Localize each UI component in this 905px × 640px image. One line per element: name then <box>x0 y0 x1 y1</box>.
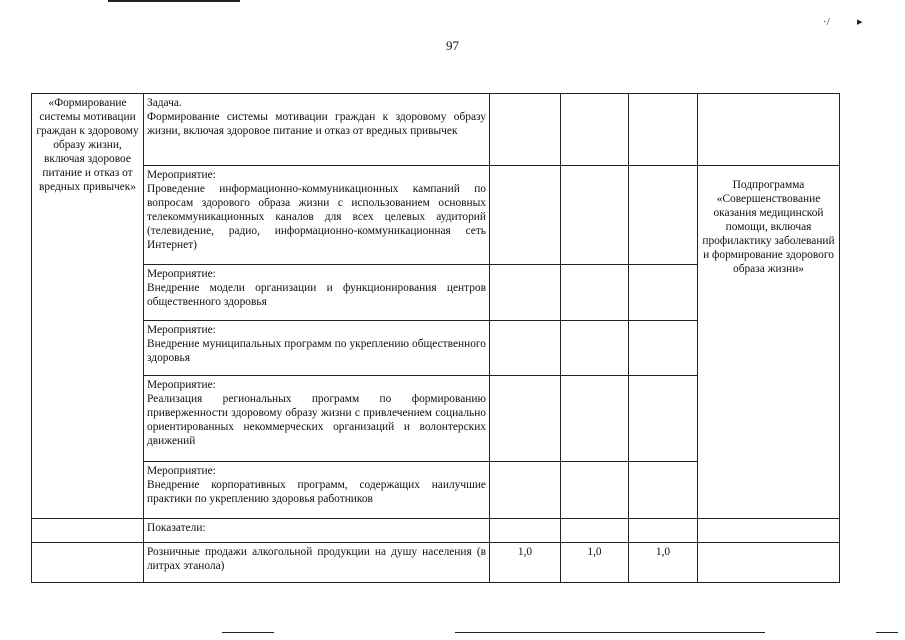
value-cell <box>561 265 629 321</box>
program-cell-top <box>698 94 840 166</box>
row-label: Мероприятие: <box>147 268 216 280</box>
program-text: Подпрограмма «Совершенствование оказания медицинской помощи, включая профилактику заболеваний и формирование здорового образа жизни» <box>702 179 835 275</box>
row-text: Формирование системы мотивации граждан к здоровому образу жизни, включая здоровое питание и отказ от вредных привычек <box>147 111 486 137</box>
value-cell <box>490 462 561 519</box>
value-cell <box>561 376 629 462</box>
measure-cell <box>144 462 490 519</box>
row-label: Мероприятие: <box>147 324 216 336</box>
value-cell <box>490 265 561 321</box>
row-label: Задача. <box>147 97 182 109</box>
indicator-text: Розничные продажи алкогольной продукции на душу населения (в литрах этанола) <box>147 546 486 572</box>
empty-goal-cell <box>32 519 144 543</box>
table-row-indicators <box>32 519 840 543</box>
indicators-label: Показатели: <box>147 522 206 534</box>
value-cell <box>561 519 629 543</box>
indicator-cell <box>144 543 490 583</box>
value-cell <box>490 376 561 462</box>
goal-text: «Формирование системы мотивации граждан к здоровому образу жизни, включая здоровое питание и отказ от вредных привычек» <box>36 97 139 193</box>
indicator-value: 1,0 <box>629 543 698 583</box>
indicator-value: 1,0 <box>561 543 629 583</box>
value-cell <box>629 376 698 462</box>
empty-goal-cell <box>32 543 144 583</box>
empty-program-cell <box>698 543 840 583</box>
value-cell <box>629 519 698 543</box>
program-cell <box>698 166 840 519</box>
row-text: Внедрение муниципальных программ по укреплению общественного здоровья <box>147 338 486 364</box>
value-cell <box>490 166 561 265</box>
table-row-measure <box>32 166 840 265</box>
measure-cell <box>144 166 490 265</box>
value-cell <box>629 94 698 166</box>
activities-table <box>31 93 840 583</box>
goal-cell <box>32 94 144 519</box>
empty-program-cell <box>698 519 840 543</box>
value-cell <box>561 94 629 166</box>
measure-cell <box>144 376 490 462</box>
value-cell <box>561 321 629 376</box>
value-cell <box>490 94 561 166</box>
value-cell <box>629 321 698 376</box>
corner-mark-left: ·/ <box>823 16 830 28</box>
row-label: Мероприятие: <box>147 465 216 477</box>
row-text: Внедрение корпоративных программ, содержащих наилучшие практики по укреплению здоровья работников <box>147 479 486 505</box>
indicators-cell <box>144 519 490 543</box>
page-number: 97 <box>446 38 459 53</box>
measure-cell <box>144 321 490 376</box>
top-scan-line <box>108 0 240 2</box>
corner-mark-right: ▸ <box>857 16 863 28</box>
row-text: Проведение информационно-коммуникационных кампаний по вопросам здорового образа жизни с использованием основных телекоммуникационных каналов для всех целевых аудиторий (телевидение, радио, информационно-коммуникационная сеть Интернет) <box>147 183 486 251</box>
measure-cell <box>144 265 490 321</box>
table-row-task <box>32 94 840 166</box>
value-cell <box>490 321 561 376</box>
task-cell <box>144 94 490 166</box>
row-text: Реализация региональных программ по формированию приверженности здоровому образу жизни с привлечением социально ориентированных некоммерческих организаций и волонтерских движений <box>147 393 486 447</box>
value-cell <box>629 265 698 321</box>
value-cell <box>490 519 561 543</box>
row-text: Внедрение модели организации и функционирования центров общественного здоровья <box>147 282 486 308</box>
indicator-value: 1,0 <box>490 543 561 583</box>
value-cell <box>629 166 698 265</box>
value-cell <box>629 462 698 519</box>
value-cell <box>561 166 629 265</box>
bottom-scan-line-mid <box>455 632 765 633</box>
table-row-indicator <box>32 543 840 583</box>
row-label: Мероприятие: <box>147 379 216 391</box>
row-label: Мероприятие: <box>147 169 216 181</box>
bottom-scan-line-left <box>222 632 274 633</box>
bottom-scan-line-right <box>876 632 898 633</box>
value-cell <box>561 462 629 519</box>
